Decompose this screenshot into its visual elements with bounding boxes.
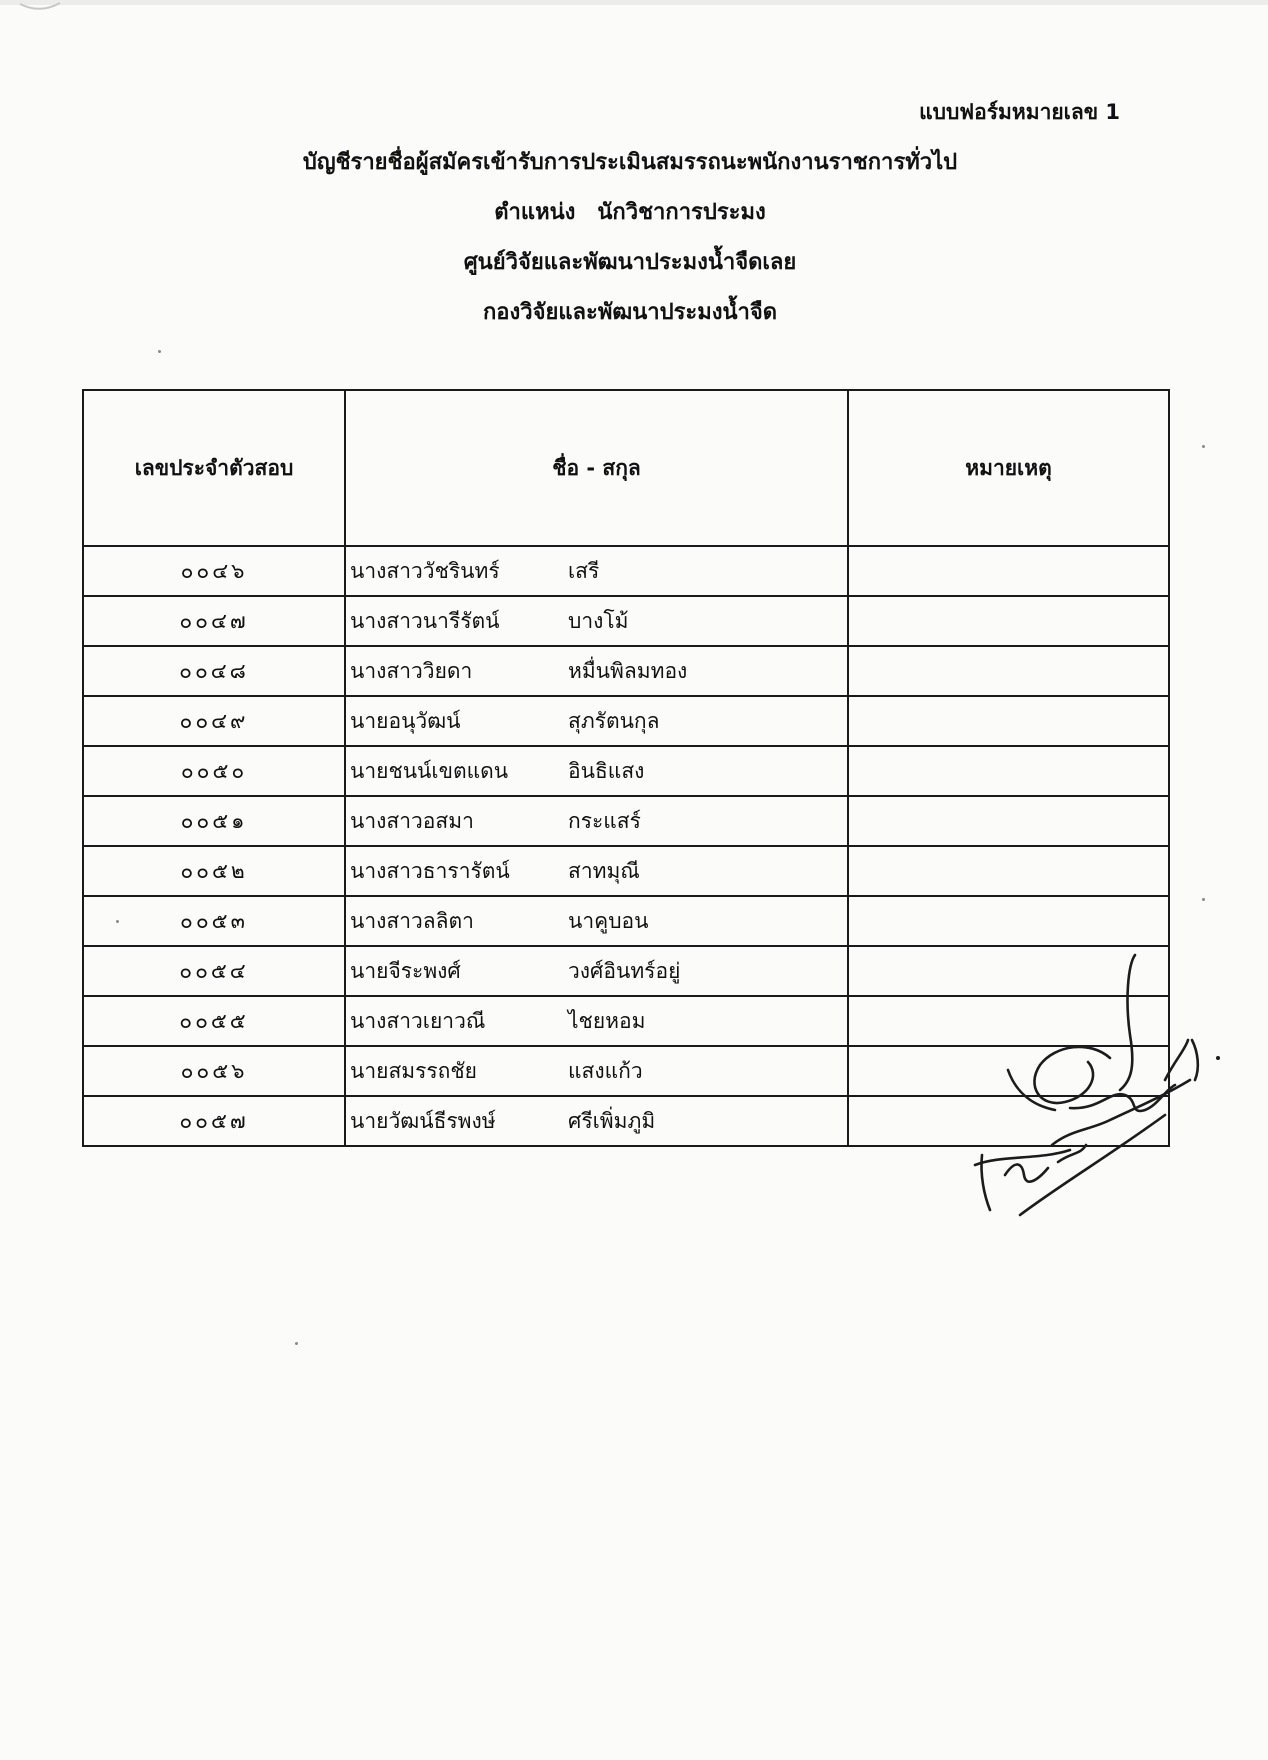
remark-cell [848,846,1169,896]
scan-speck [295,1342,298,1345]
full-name-cell [345,596,848,646]
full-name-cell [345,846,848,896]
handwritten-signature [960,940,1230,1230]
remark-cell [848,796,1169,846]
position-label: ตำแหน่ง [494,200,576,225]
remark-cell [848,546,1169,596]
division-name: กองวิจัยและพัฒนาประมงน้ำจืด [482,300,778,325]
remark-cell [848,596,1169,646]
first-name: นายจีระพงศ์ [350,958,461,983]
last-name: ไชยหอม [568,1008,646,1033]
exam-id-cell: ๐๐๔๖ [83,546,345,596]
position-value: นักวิชาการประมง [597,200,766,225]
remark-cell [848,646,1169,696]
full-name-cell [345,696,848,746]
exam-id-cell: ๐๐๕๓ [83,896,345,946]
table-row [83,746,1169,796]
first-name: นางสาวลลิตา [350,908,474,933]
full-name-cell [345,1096,848,1146]
scan-speck [1202,445,1205,448]
exam-id-cell: ๐๐๕๐ [83,746,345,796]
table-row [83,646,1169,696]
full-name-cell [345,996,848,1046]
table-row [83,696,1169,746]
remark-cell [848,696,1169,746]
exam-id-cell: ๐๐๕๒ [83,846,345,896]
first-name: นายสมรรถชัย [350,1058,477,1083]
last-name: นาคูบอน [568,908,649,933]
exam-id-cell: ๐๐๔๘ [83,646,345,696]
full-name-cell [345,646,848,696]
remark-cell [848,746,1169,796]
full-name-cell [345,796,848,846]
first-name: นายอนุวัฒน์ [350,708,461,733]
document-title-block [200,138,1060,338]
table-row [83,896,1169,946]
last-name: ศรีเพิ่มภูมิ [568,1108,656,1133]
form-number: แบบฟอร์มหมายเลข 1 [919,100,1120,124]
exam-id-cell: ๐๐๕๕ [83,996,345,1046]
first-name: นางสาวนารีรัตน์ [350,608,500,633]
first-name: นายชนน์เขตแดน [350,758,509,783]
first-name: นางสาวอสมา [350,808,474,833]
scan-edge-artifact [0,0,1268,14]
last-name: อินธิแสง [568,758,645,783]
header-remark: หมายเหตุ [848,390,1169,546]
first-name: นางสาววัชรินทร์ [350,558,500,583]
first-name: นางสาวธารารัตน์ [350,858,510,883]
document-title: บัญชีรายชื่อผู้สมัครเข้ารับการประเมินสมรรถนะพนักงานราชการทั่วไป [302,150,958,175]
header-full-name: ชื่อ - สกุล [345,390,848,546]
remark-cell [848,896,1169,946]
exam-id-cell: ๐๐๕๑ [83,796,345,846]
last-name: กระแสร์ [568,808,641,833]
last-name: บางโม้ [568,608,629,633]
full-name-cell [345,746,848,796]
header-exam-id: เลขประจำตัวสอบ [83,390,345,546]
table-row [83,596,1169,646]
last-name: วงศ์อินทร์อยู่ [568,958,681,983]
scan-speck [116,920,119,923]
first-name: นางสาวเยาวณี [350,1008,486,1033]
full-name-cell [345,946,848,996]
exam-id-cell: ๐๐๕๗ [83,1096,345,1146]
exam-id-cell: ๐๐๔๙ [83,696,345,746]
full-name-cell [345,546,848,596]
exam-id-cell: ๐๐๕๔ [83,946,345,996]
table-header-row [83,390,1169,546]
exam-id-cell: ๐๐๕๖ [83,1046,345,1096]
last-name: สาทมุณี [568,858,640,883]
table-row [83,546,1169,596]
full-name-cell [345,1046,848,1096]
last-name: แสงแก้ว [568,1058,643,1083]
last-name: สุภรัตนกุล [568,708,660,733]
exam-id-cell: ๐๐๔๗ [83,596,345,646]
scan-speck [1202,898,1205,901]
last-name: หมื่นพิลมทอง [568,658,688,683]
first-name: นายวัฒน์ธีรพงษ์ [350,1108,496,1133]
last-name: เสรี [568,558,600,583]
table-row [83,796,1169,846]
position-line [200,188,1060,238]
scan-speck [158,350,161,353]
center-name: ศูนย์วิจัยและพัฒนาประมงน้ำจืดเลย [463,250,797,275]
table-row [83,846,1169,896]
full-name-cell [345,896,848,946]
first-name: นางสาววิยดา [350,658,473,683]
